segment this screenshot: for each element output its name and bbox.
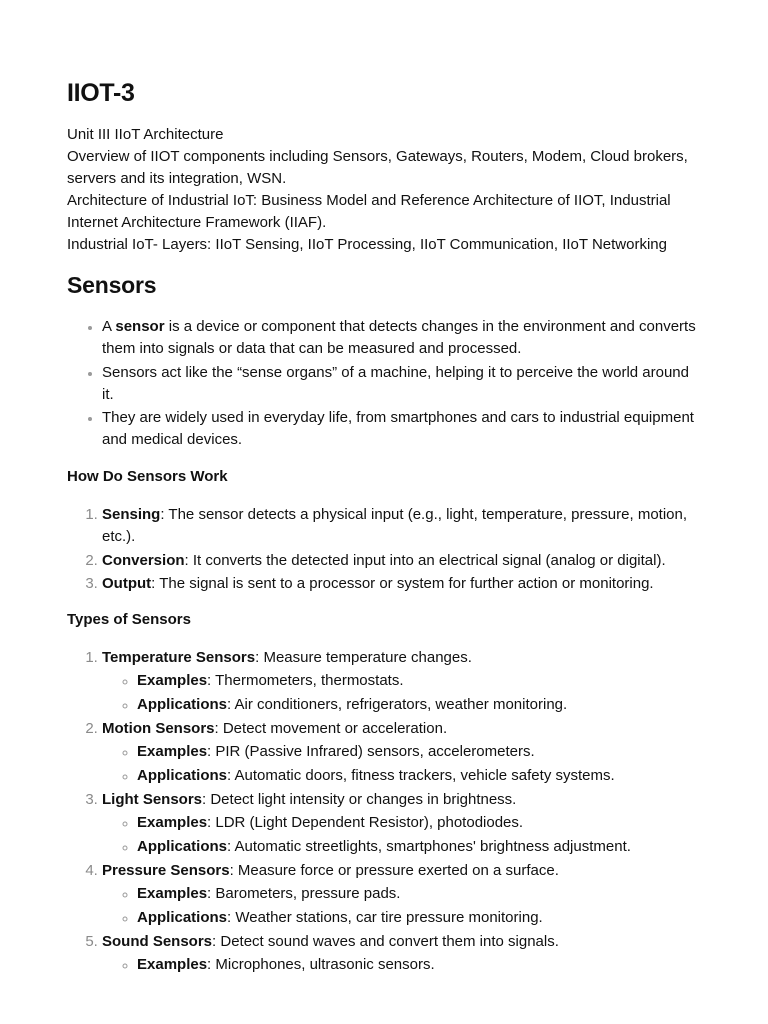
bold-term: Examples	[137, 956, 208, 973]
sub-list	[102, 670, 701, 716]
text-fragment: A	[102, 318, 116, 335]
text-fragment: : The sensor detects a physical input (e.g., light, temperature, pressure, motion, etc.).	[102, 506, 688, 545]
text-fragment: : It converts the detected input into an electrical signal (analog or digital).	[184, 551, 666, 569]
intro-line: Unit III IIoT Architecture	[67, 126, 224, 143]
text-fragment: : Automatic doors, fitness trackers, vehicle safety systems.	[227, 767, 615, 784]
text-fragment: : Weather stations, car tire pressure monitoring.	[227, 909, 543, 926]
list-item	[137, 883, 701, 905]
list-item	[102, 931, 701, 976]
text-fragment: They are widely used in everyday life, from smartphones and cars to industrial equipment and medical devices.	[102, 409, 694, 448]
bold-term: Examples	[137, 672, 208, 689]
list-item	[102, 718, 701, 787]
types-of-sensors-list	[67, 647, 701, 976]
list-item	[137, 812, 701, 834]
bold-term: Conversion	[102, 551, 185, 569]
list-item	[102, 789, 701, 858]
text-fragment: : Automatic streetlights, smartphones' brightness adjustment.	[227, 838, 631, 855]
bold-term: Applications	[137, 909, 228, 926]
list-item	[137, 836, 701, 858]
how-sensors-work-heading: How Do Sensors Work	[67, 468, 228, 485]
types-of-sensors-heading: Types of Sensors	[67, 611, 191, 628]
bold-term: Motion Sensors	[102, 720, 215, 737]
text-fragment: : LDR (Light Dependent Resistor), photodiodes.	[207, 814, 524, 831]
text-fragment: : PIR (Passive Infrared) sensors, accelerometers.	[207, 743, 535, 760]
text-fragment: : Air conditioners, refrigerators, weather monitoring.	[227, 696, 568, 713]
text-fragment: : Detect sound waves and convert them into signals.	[212, 933, 559, 950]
list-item	[137, 765, 701, 787]
sub-list	[102, 954, 701, 976]
list-item	[137, 954, 701, 976]
list-item	[102, 316, 701, 360]
text-fragment: : The signal is sent to a processor or system for further action or monitoring.	[151, 575, 654, 592]
text-fragment: : Detect light intensity or changes in brightness.	[202, 791, 517, 808]
how-sensors-work-list	[67, 504, 701, 595]
list-item	[102, 550, 701, 572]
bold-term: Examples	[137, 814, 208, 831]
list-item	[137, 741, 701, 763]
intro-line: Industrial IoT- Layers: IIoT Sensing, IIoT Processing, IIoT Communication, IIoT Networking	[67, 236, 667, 253]
bold-term: Temperature Sensors	[102, 649, 256, 666]
list-item	[137, 670, 701, 692]
text-fragment: : Measure temperature changes.	[255, 649, 472, 666]
sub-list	[102, 741, 701, 787]
intro-line: Overview of IIOT components including Sensors, Gateways, Routers, Modem, Cloud brokers, servers and its integration, WSN.	[67, 148, 688, 187]
bold-term: Examples	[137, 743, 208, 760]
list-item	[137, 907, 701, 929]
list-item	[102, 362, 701, 406]
intro-line: Architecture of Industrial IoT: Business Model and Reference Architecture of IIOT, Industrial Internet Architecture Framework (IIAF).	[67, 192, 671, 231]
text-fragment: : Thermometers, thermostats.	[207, 672, 404, 689]
bold-term: Applications	[137, 838, 228, 855]
bold-term: Applications	[137, 696, 228, 713]
list-item	[137, 694, 701, 716]
list-item	[102, 647, 701, 716]
sub-list	[102, 812, 701, 858]
bold-term: Light Sensors	[102, 791, 203, 808]
bold-term: Applications	[137, 767, 228, 784]
bold-term: sensor	[115, 318, 165, 335]
text-fragment: Sensors act like the “sense organs” of a machine, helping it to perceive the world around it.	[102, 363, 689, 403]
list-item	[102, 504, 701, 548]
sub-list	[102, 883, 701, 929]
unit-overview	[67, 124, 701, 256]
sensors-heading: Sensors	[67, 272, 157, 298]
text-fragment: : Barometers, pressure pads.	[207, 885, 401, 902]
list-item	[102, 407, 701, 451]
list-item	[102, 573, 701, 595]
text-fragment: : Detect movement or acceleration.	[214, 720, 448, 737]
text-fragment: is a device or component that detects changes in the environment and converts them into signals or data that can be measured and processed.	[102, 318, 696, 357]
bold-term: Output	[102, 575, 152, 592]
sensors-bullet-list	[67, 316, 701, 451]
bold-term: Examples	[137, 885, 208, 902]
text-fragment: : Microphones, ultrasonic sensors.	[207, 956, 435, 973]
page-title: IIOT-3	[67, 79, 135, 107]
list-item	[102, 860, 701, 929]
bold-term: Sound Sensors	[102, 933, 213, 950]
text-fragment: : Measure force or pressure exerted on a surface.	[229, 862, 559, 879]
bold-term: Pressure Sensors	[102, 862, 230, 879]
bold-term: Sensing	[102, 506, 161, 523]
